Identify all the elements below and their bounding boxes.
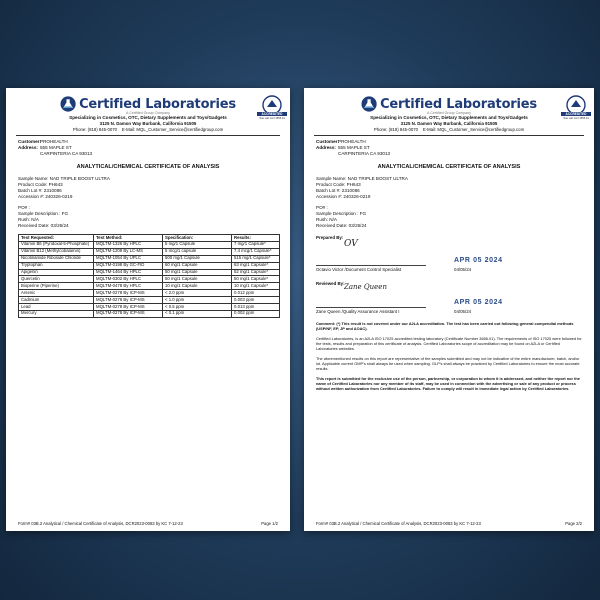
letterhead — [304, 88, 594, 135]
table-row: Tryptophan MQLTM-0198 By GC-FID 60 mg/1 Capsule 63 mg/1 Capsule* — [19, 262, 280, 269]
certificate-title: ANALYTICAL/CHEMICAL CERTIFICATE OF ANALYSIS — [377, 164, 521, 170]
certificate-page-2 — [304, 88, 594, 531]
company-address: 3125 N. Damon Way Burbank, California 91505 — [400, 121, 498, 126]
comment-paragraph: Comment: (*) This result is not covered under our A2LA accreditation. The test has been carried out following general compendial methods (USP/NF, EP, JP and AOAC). — [316, 321, 574, 331]
sample-info: Sample Name: NAD TRIPLE BOOST ULTRA Product Code: PH643 Batch Lot #: 2310086 Accession #: 240326-0219 PO# : Sample Description : FG Rush: N/A Received Date: 03/26/24 — [18, 176, 110, 228]
table-row: Nicotinamide Riboside Chloride MQLTM-1054 By UPLC 500 mg/1 Capsule 515 mg/1 Capsule* — [19, 255, 280, 262]
accreditation-paragraph: Certified Laboratories, is an A2LA ISO 17025 accredited testing laboratory (Certificate Number 3656.01). The requirements of ISO 17025 were followed for the tests, results and preparation of this certificate of analysis. Certified Laboratories scope of accreditation may be found on A2LA or Certified Laboratories websites. — [316, 336, 582, 351]
page-footer: Form# 03B.2 Analytical / Chemical Certificate of Analysis, DCR2023-0083 by KC 7-12-23 Page 2/2 — [316, 521, 582, 526]
letterhead — [6, 88, 290, 135]
company-name: Certified Laboratories — [79, 96, 236, 112]
customer-block: Customer:PROHEALTH Address: 555 MAPLE ST CARPINTERIA CA 93013 — [316, 139, 391, 156]
flask-logo-icon — [60, 96, 76, 112]
accreditation-badge: ACCREDITED Test Lab Cert 3656.01 — [563, 94, 589, 120]
certificate-title: ANALYTICAL/CHEMICAL CERTIFICATE OF ANALYSIS — [76, 164, 220, 170]
company-name: Certified Laboratories — [380, 96, 537, 112]
table-row: Vitamin B12 (Methylcobalamin) MQLTM-1209 By LC-MS 5 mcg/1 capsule 7.4 mcg/1 Capsule* — [19, 248, 280, 255]
prepared-signature: OV — [344, 239, 358, 249]
company-logo — [60, 96, 236, 112]
company-contact: Phone: (818) 845-0070 E-Mail: MQL_Customer_Service@certifiedgroup.com — [72, 127, 224, 132]
company-subtitle: A Certified Group Company — [126, 111, 170, 115]
table-row: Quercetin MQLTM-0302 By HPLC 50 mg/1 Capsule 50 mg/1 Capsule* — [19, 276, 280, 283]
flask-logo-icon — [361, 96, 377, 112]
sample-info: Sample Name: NAD TRIPLE BOOST ULTRA Product Code: PH643 Batch Lot #: 2310086 Accession #: 240326-0219 PO# : Sample Description : FG Rush: N/A Received Date: 03/26/24 — [316, 176, 408, 228]
results-header-row: Test Requested: Test Method: Specification: Results: — [19, 235, 280, 242]
table-row: Lead MQLTM-0278 By ICP-MS < 0.5 ppm 0.013 ppm — [19, 304, 280, 311]
results-disclaimer-paragraph: The aforementioned results on this report are representative of the samples submitted and may not be indicative of the entire manufacturer, batch, and/or lot. Applicable current GMP's shall always be used when sampling. GLP's shall always be practiced by Certified Laboratories to ensure the most accurate results. — [316, 356, 580, 371]
usage-restriction-paragraph: This report is submitted for the exclusive use of the person, partnership, or corporation to whom it is addressed, and neither the report nor the name of Certified Laboratories nor any member of its staff, may be used in connection with the advertising or sale of any product or process without written authorization from Certified Laboratories. Failure to comply will result in immediate legal action by Certified Laboratories. — [316, 376, 580, 391]
company-logo — [361, 96, 537, 112]
company-address: 3125 N. Damon Way Burbank, California 91505 — [99, 121, 197, 126]
table-row: Mercury MQLTM-0278 By ICP-MS < 0.1 ppm 0.002 ppm — [19, 310, 280, 317]
table-row: Bioperine (Piperine) MQLTM-0478 By HPLC 10 mg/1 Capsule 10 mg/1 Capsule* — [19, 283, 280, 290]
company-contact: Phone: (818) 845-0070 E-Mail: MQL_Customer_Service@certifiedgroup.com — [373, 127, 525, 132]
date-stamp: APR 05 2024 — [454, 299, 503, 306]
page-number: Page 2/2 — [565, 521, 582, 526]
reviewed-signature: Zane Queen — [344, 283, 387, 291]
table-row: Arsenic MQLTM-0278 By ICP-MS < 2.0 ppm 0.012 ppm — [19, 290, 280, 297]
customer-block: Customer:PROHEALTH Address: 555 MAPLE ST CARPINTERIA CA 93013 — [18, 139, 93, 156]
certificate-page-1 — [6, 88, 290, 531]
page-number: Page 1/2 — [261, 521, 278, 526]
table-row: Apigenin MQLTM-1464 By HPLC 50 mg/1 Capsule 52 mg/1 Capsule* — [19, 269, 280, 276]
accreditation-badge: ACCREDITED Test Lab Cert 3656.01 — [259, 94, 285, 120]
company-specializing: Specializing in Cosmetics, OTC, Dietary Supplements and Toys/Gadgets — [370, 115, 528, 120]
table-row: Cadmium MQLTM-0278 By ICP-MS < 1.0 ppm 0.003 ppm — [19, 297, 280, 304]
prepared-by-block: Prepared By: OV APR 05 2024 Octavio Victor /Document Control Specialist 04/05/24 — [316, 235, 503, 272]
page-footer: Form# 03B.2 Analytical / Chemical Certificate of Analysis, DCR2023-0083 by KC 7-12-23 Page 1/2 — [18, 521, 278, 526]
reviewed-by-block: Reviewed By: Zane Queen APR 05 2024 Zane Queen /Quality Assurance Assistant I 04/05/24 — [316, 281, 503, 314]
date-stamp: APR 05 2024 — [454, 257, 503, 264]
company-subtitle: A Certified Group Company — [427, 111, 471, 115]
company-specializing: Specializing in Cosmetics, OTC, Dietary Supplements and Toys/Gadgets — [69, 115, 227, 120]
results-table — [18, 234, 280, 318]
table-row: Vitamin B6 (Pyridoxal-5-Phosphate) MQLTM-1326 By HPLC 5 mg/1 Capsule 7 mg/1 Capsule* — [19, 241, 280, 248]
